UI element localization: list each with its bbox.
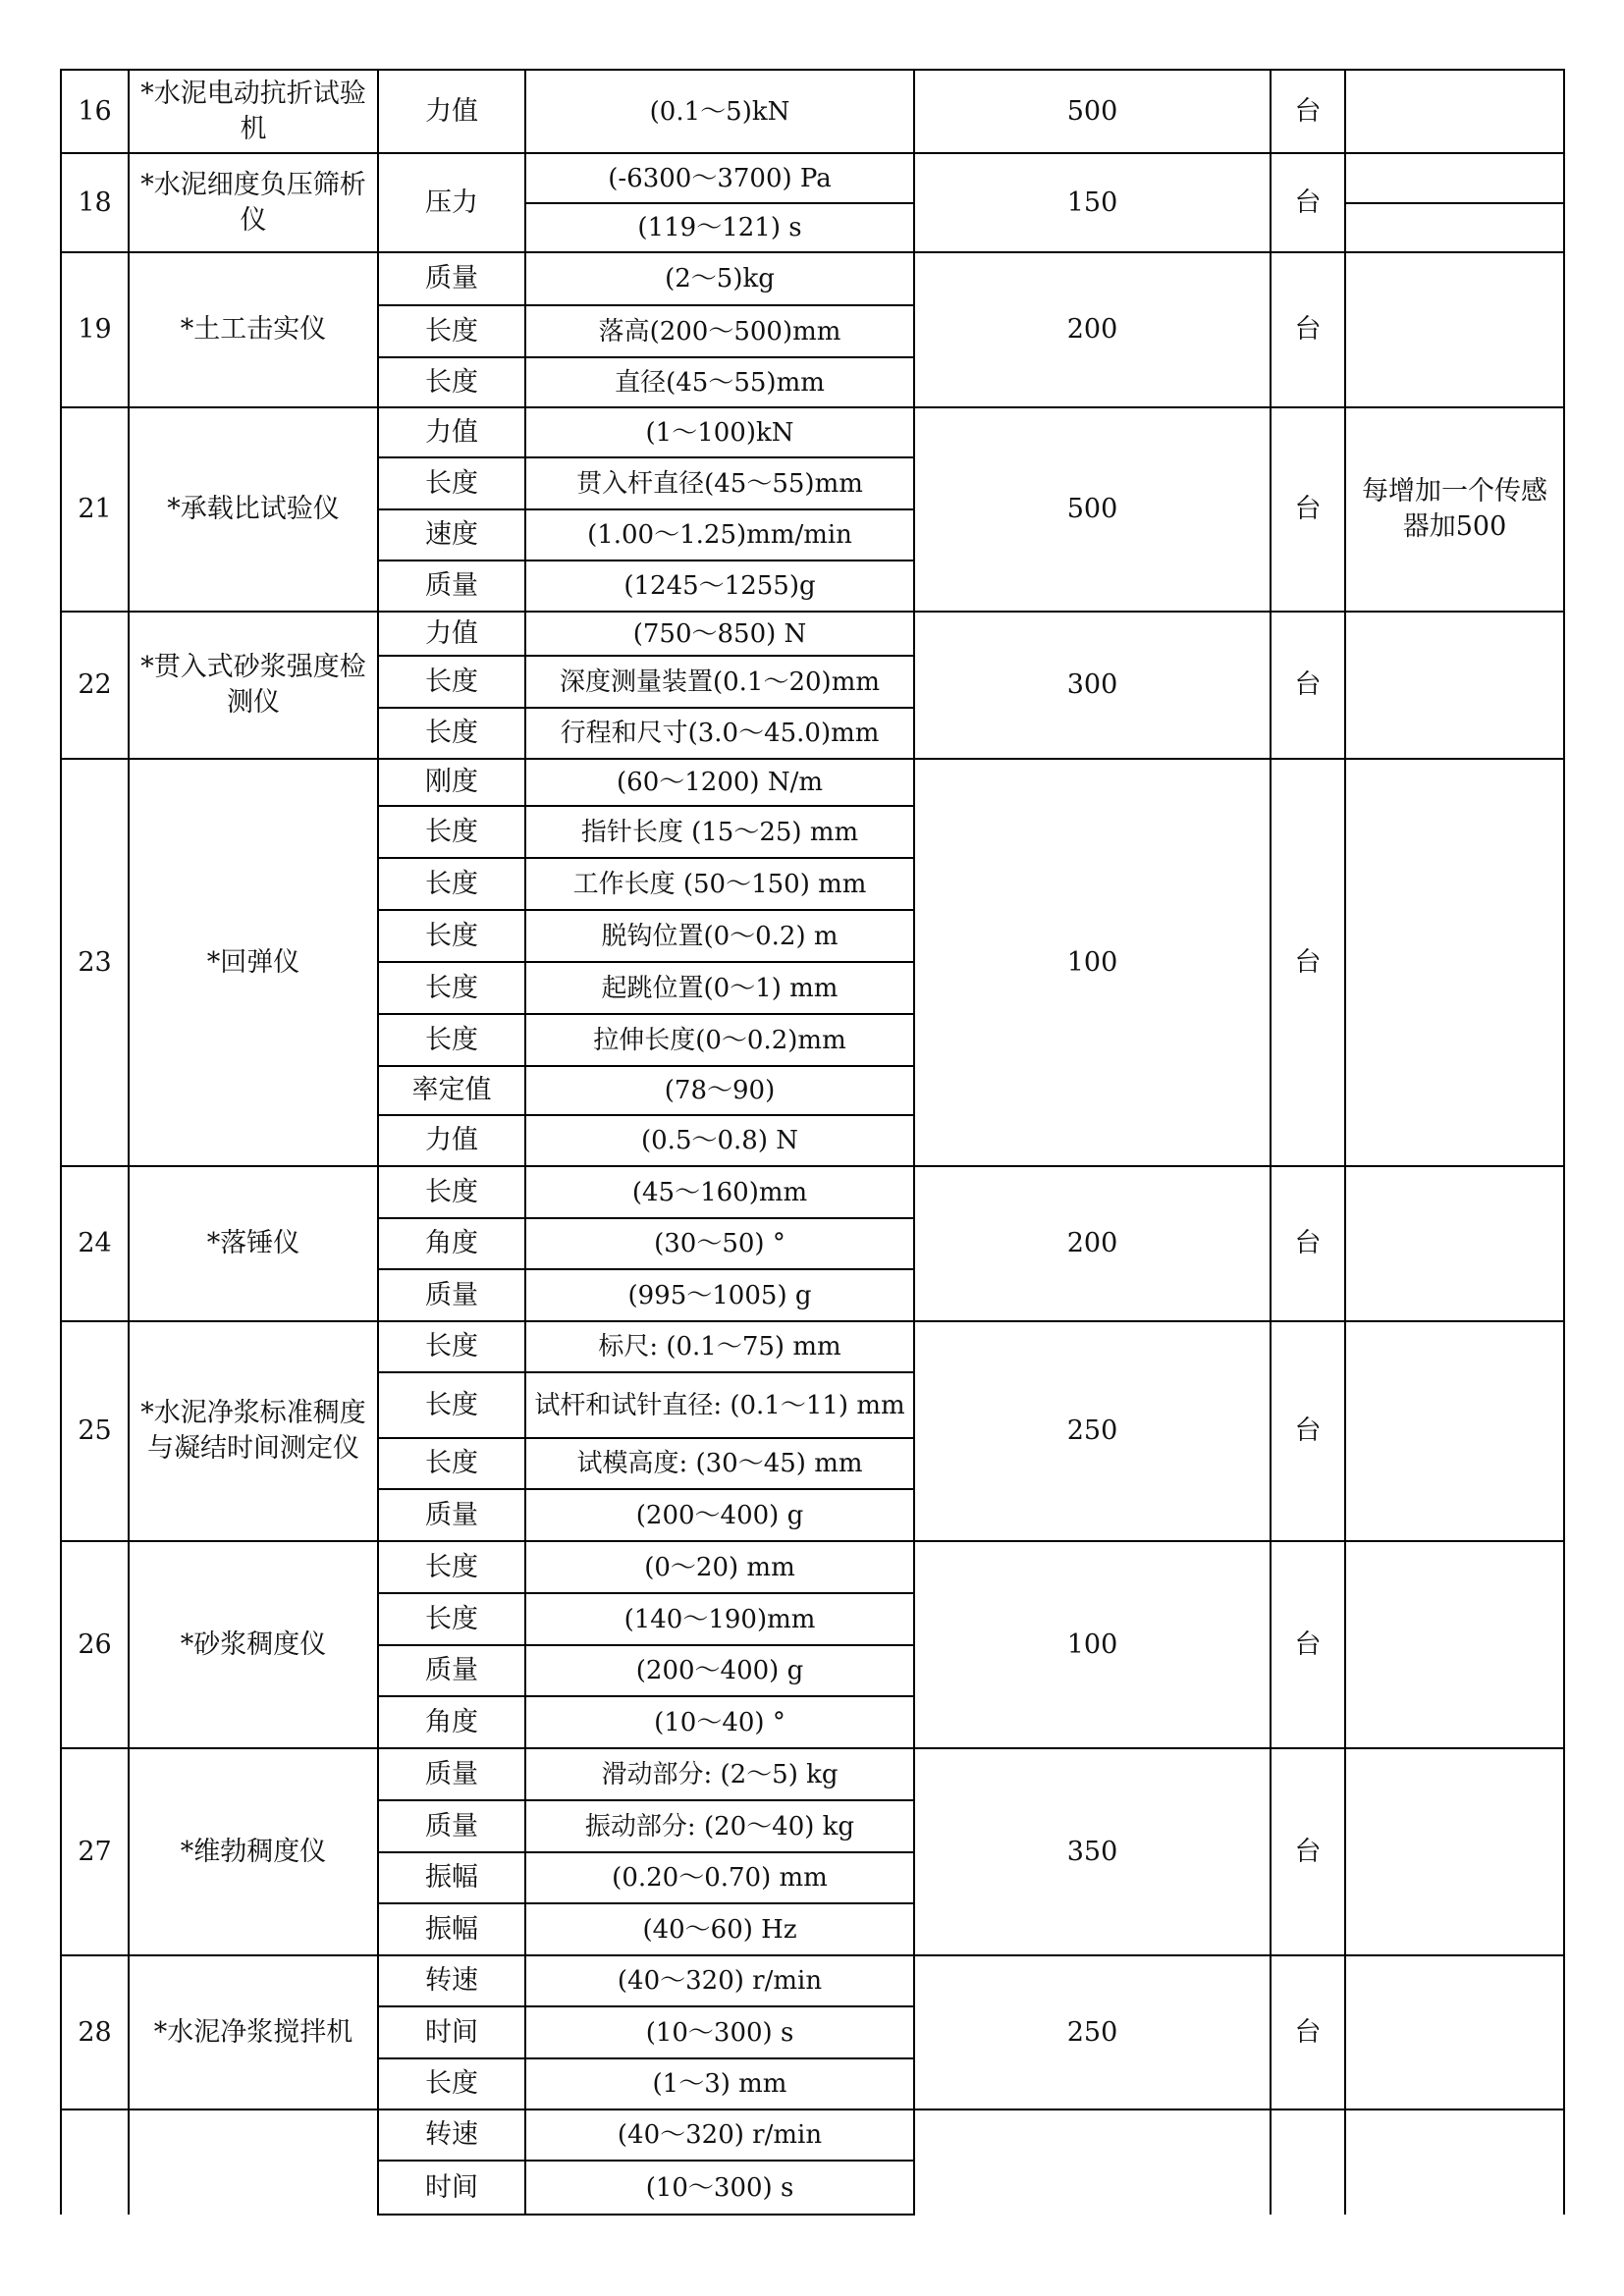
fee-cell: 300: [914, 612, 1271, 759]
range-cell: (1.00～1.25)mm/min: [525, 509, 914, 561]
unit-cell: 台: [1271, 612, 1345, 759]
range-cell: (995～1005) g: [525, 1269, 914, 1321]
instrument-name: *土工击实仪: [129, 252, 378, 407]
range-cell: 试模高度: (30～45) mm: [525, 1438, 914, 1489]
remark-cell: [1345, 252, 1564, 407]
range-cell: (40～320) r/min: [525, 2109, 914, 2161]
parameter-cell: 时间: [378, 2006, 525, 2058]
parameter-cell: 质量: [378, 561, 525, 612]
parameter-cell: 压力: [378, 153, 525, 252]
remark-cell: [1345, 203, 1564, 252]
fee-cell: 200: [914, 1166, 1271, 1321]
parameter-cell: 长度: [378, 1321, 525, 1372]
parameter-cell: 质量: [378, 1269, 525, 1321]
table-row: [61, 2109, 1564, 2161]
item-number: 22: [61, 612, 129, 759]
range-cell: 深度测量装置(0.1～20)mm: [525, 656, 914, 708]
unit-cell: 台: [1271, 759, 1345, 1166]
item-number: [61, 2109, 129, 2215]
parameter-cell: 角度: [378, 1218, 525, 1269]
parameter-cell: 速度: [378, 509, 525, 561]
item-number: 21: [61, 407, 129, 612]
parameter-cell: 长度: [378, 1166, 525, 1218]
range-cell: (0～20) mm: [525, 1541, 914, 1593]
parameter-cell: 长度: [378, 1014, 525, 1066]
remark-cell: [1345, 70, 1564, 153]
range-cell: 振动部分: (20～40) kg: [525, 1800, 914, 1852]
parameter-cell: 长度: [378, 1593, 525, 1645]
item-number: 24: [61, 1166, 129, 1321]
fee-cell: 500: [914, 70, 1271, 153]
instrument-name: *水泥净浆搅拌机: [129, 1955, 378, 2109]
item-number: 28: [61, 1955, 129, 2109]
parameter-cell: 力值: [378, 70, 525, 153]
parameter-cell: 质量: [378, 1489, 525, 1541]
remark-cell: [1345, 1541, 1564, 1748]
parameter-cell: 振幅: [378, 1903, 525, 1955]
range-cell: 拉伸长度(0～0.2)mm: [525, 1014, 914, 1066]
remark-cell: [1345, 612, 1564, 759]
range-cell: 起跳位置(0～1) mm: [525, 962, 914, 1014]
fee-cell: 100: [914, 759, 1271, 1166]
range-cell: 行程和尺寸(3.0～45.0)mm: [525, 708, 914, 759]
range-cell: (750～850) N: [525, 612, 914, 656]
range-cell: 标尺: (0.1～75) mm: [525, 1321, 914, 1372]
unit-cell: 台: [1271, 70, 1345, 153]
parameter-cell: 长度: [378, 858, 525, 910]
parameter-cell: 力值: [378, 407, 525, 457]
range-cell: (119～121) s: [525, 203, 914, 252]
range-cell: (1245～1255)g: [525, 561, 914, 612]
unit-cell: 台: [1271, 1321, 1345, 1541]
parameter-cell: 长度: [378, 2058, 525, 2109]
parameter-cell: 振幅: [378, 1852, 525, 1903]
instrument-name: *维勃稠度仪: [129, 1748, 378, 1955]
range-cell: (40～320) r/min: [525, 1955, 914, 2006]
item-number: 26: [61, 1541, 129, 1748]
item-number: 16: [61, 70, 129, 153]
fee-cell: 100: [914, 1541, 1271, 1748]
range-cell: (200～400) g: [525, 1645, 914, 1696]
table-row: [61, 1321, 1564, 1372]
instrument-name: *回弹仪: [129, 759, 378, 1166]
fee-cell: [914, 2109, 1271, 2215]
unit-cell: 台: [1271, 1166, 1345, 1321]
unit-cell: 台: [1271, 153, 1345, 252]
range-cell: (200～400) g: [525, 1489, 914, 1541]
range-cell: (1～100)kN: [525, 407, 914, 457]
range-cell: (10～300) s: [525, 2161, 914, 2215]
parameter-cell: 长度: [378, 457, 525, 509]
table-row: [61, 252, 1564, 305]
instrument-name: [129, 2109, 378, 2215]
parameter-cell: 率定值: [378, 1066, 525, 1115]
unit-cell: 台: [1271, 1955, 1345, 2109]
remark-cell: [1345, 1748, 1564, 1955]
item-number: 18: [61, 153, 129, 252]
remark-cell: 每增加一个传感器加500: [1345, 407, 1564, 612]
table-row: [61, 70, 1564, 153]
range-cell: (60～1200) N/m: [525, 759, 914, 806]
range-cell: 试杆和试针直径: (0.1～11) mm: [525, 1372, 914, 1438]
instrument-name: *落锤仪: [129, 1166, 378, 1321]
parameter-cell: 长度: [378, 806, 525, 858]
parameter-cell: 长度: [378, 1372, 525, 1438]
unit-cell: 台: [1271, 252, 1345, 407]
range-cell: (0.1～5)kN: [525, 70, 914, 153]
parameter-cell: 转速: [378, 2109, 525, 2161]
range-cell: 指针长度 (15～25) mm: [525, 806, 914, 858]
unit-cell: [1271, 2109, 1345, 2215]
item-number: 19: [61, 252, 129, 407]
calibration-fee-table: [60, 69, 1563, 2209]
remark-cell: [1345, 759, 1564, 1166]
parameter-cell: 长度: [378, 357, 525, 407]
instrument-name: *水泥净浆标准稠度与凝结时间测定仪: [129, 1321, 378, 1541]
remark-cell: [1345, 153, 1564, 203]
table-row: [61, 759, 1564, 806]
item-number: 27: [61, 1748, 129, 1955]
parameter-cell: 长度: [378, 656, 525, 708]
fee-cell: 150: [914, 153, 1271, 252]
parameter-cell: 长度: [378, 708, 525, 759]
range-cell: (-6300～3700) Pa: [525, 153, 914, 203]
instrument-name: *水泥细度负压筛析仪: [129, 153, 378, 252]
fee-cell: 500: [914, 407, 1271, 612]
parameter-cell: 长度: [378, 1438, 525, 1489]
instrument-name: *贯入式砂浆强度检测仪: [129, 612, 378, 759]
parameter-cell: 质量: [378, 1800, 525, 1852]
range-cell: 直径(45～55)mm: [525, 357, 914, 407]
range-cell: 脱钩位置(0～0.2) m: [525, 910, 914, 962]
unit-cell: 台: [1271, 407, 1345, 612]
range-cell: (40～60) Hz: [525, 1903, 914, 1955]
fee-cell: 350: [914, 1748, 1271, 1955]
fee-cell: 250: [914, 1321, 1271, 1541]
item-number: 25: [61, 1321, 129, 1541]
table-row: [61, 153, 1564, 203]
parameter-cell: 转速: [378, 1955, 525, 2006]
range-cell: 贯入杆直径(45～55)mm: [525, 457, 914, 509]
parameter-cell: 质量: [378, 1748, 525, 1800]
parameter-cell: 质量: [378, 1645, 525, 1696]
range-cell: (45～160)mm: [525, 1166, 914, 1218]
parameter-cell: 质量: [378, 252, 525, 305]
fee-cell: 250: [914, 1955, 1271, 2109]
unit-cell: 台: [1271, 1748, 1345, 1955]
table-row: [61, 407, 1564, 457]
range-cell: 落高(200～500)mm: [525, 305, 914, 357]
parameter-cell: 刚度: [378, 759, 525, 806]
table-row: [61, 1955, 1564, 2006]
remark-cell: [1345, 1166, 1564, 1321]
instrument-name: *砂浆稠度仪: [129, 1541, 378, 1748]
parameter-cell: 长度: [378, 962, 525, 1014]
fee-cell: 200: [914, 252, 1271, 407]
unit-cell: 台: [1271, 1541, 1345, 1748]
range-cell: (10～300) s: [525, 2006, 914, 2058]
range-cell: (1～3) mm: [525, 2058, 914, 2109]
range-cell: (0.20～0.70) mm: [525, 1852, 914, 1903]
remark-cell: [1345, 1955, 1564, 2109]
parameter-cell: 长度: [378, 910, 525, 962]
instrument-name: *水泥电动抗折试验机: [129, 70, 378, 153]
remark-cell: [1345, 1321, 1564, 1541]
range-cell: (0.5～0.8) N: [525, 1115, 914, 1166]
range-cell: (78～90): [525, 1066, 914, 1115]
range-cell: (140～190)mm: [525, 1593, 914, 1645]
parameter-cell: 长度: [378, 1541, 525, 1593]
range-cell: 滑动部分: (2～5) kg: [525, 1748, 914, 1800]
parameter-cell: 力值: [378, 612, 525, 656]
parameter-cell: 长度: [378, 305, 525, 357]
table-row: [61, 1748, 1564, 1800]
range-cell: (2～5)kg: [525, 252, 914, 305]
range-cell: (10～40) °: [525, 1696, 914, 1748]
parameter-cell: 角度: [378, 1696, 525, 1748]
parameter-cell: 力值: [378, 1115, 525, 1166]
item-number: 23: [61, 759, 129, 1166]
range-cell: (30～50) °: [525, 1218, 914, 1269]
remark-cell: [1345, 2109, 1564, 2215]
range-cell: 工作长度 (50～150) mm: [525, 858, 914, 910]
table-row: [61, 1541, 1564, 1593]
table-row: [61, 612, 1564, 656]
parameter-cell: 时间: [378, 2161, 525, 2215]
instrument-name: *承载比试验仪: [129, 407, 378, 612]
table-row: [61, 1166, 1564, 1218]
